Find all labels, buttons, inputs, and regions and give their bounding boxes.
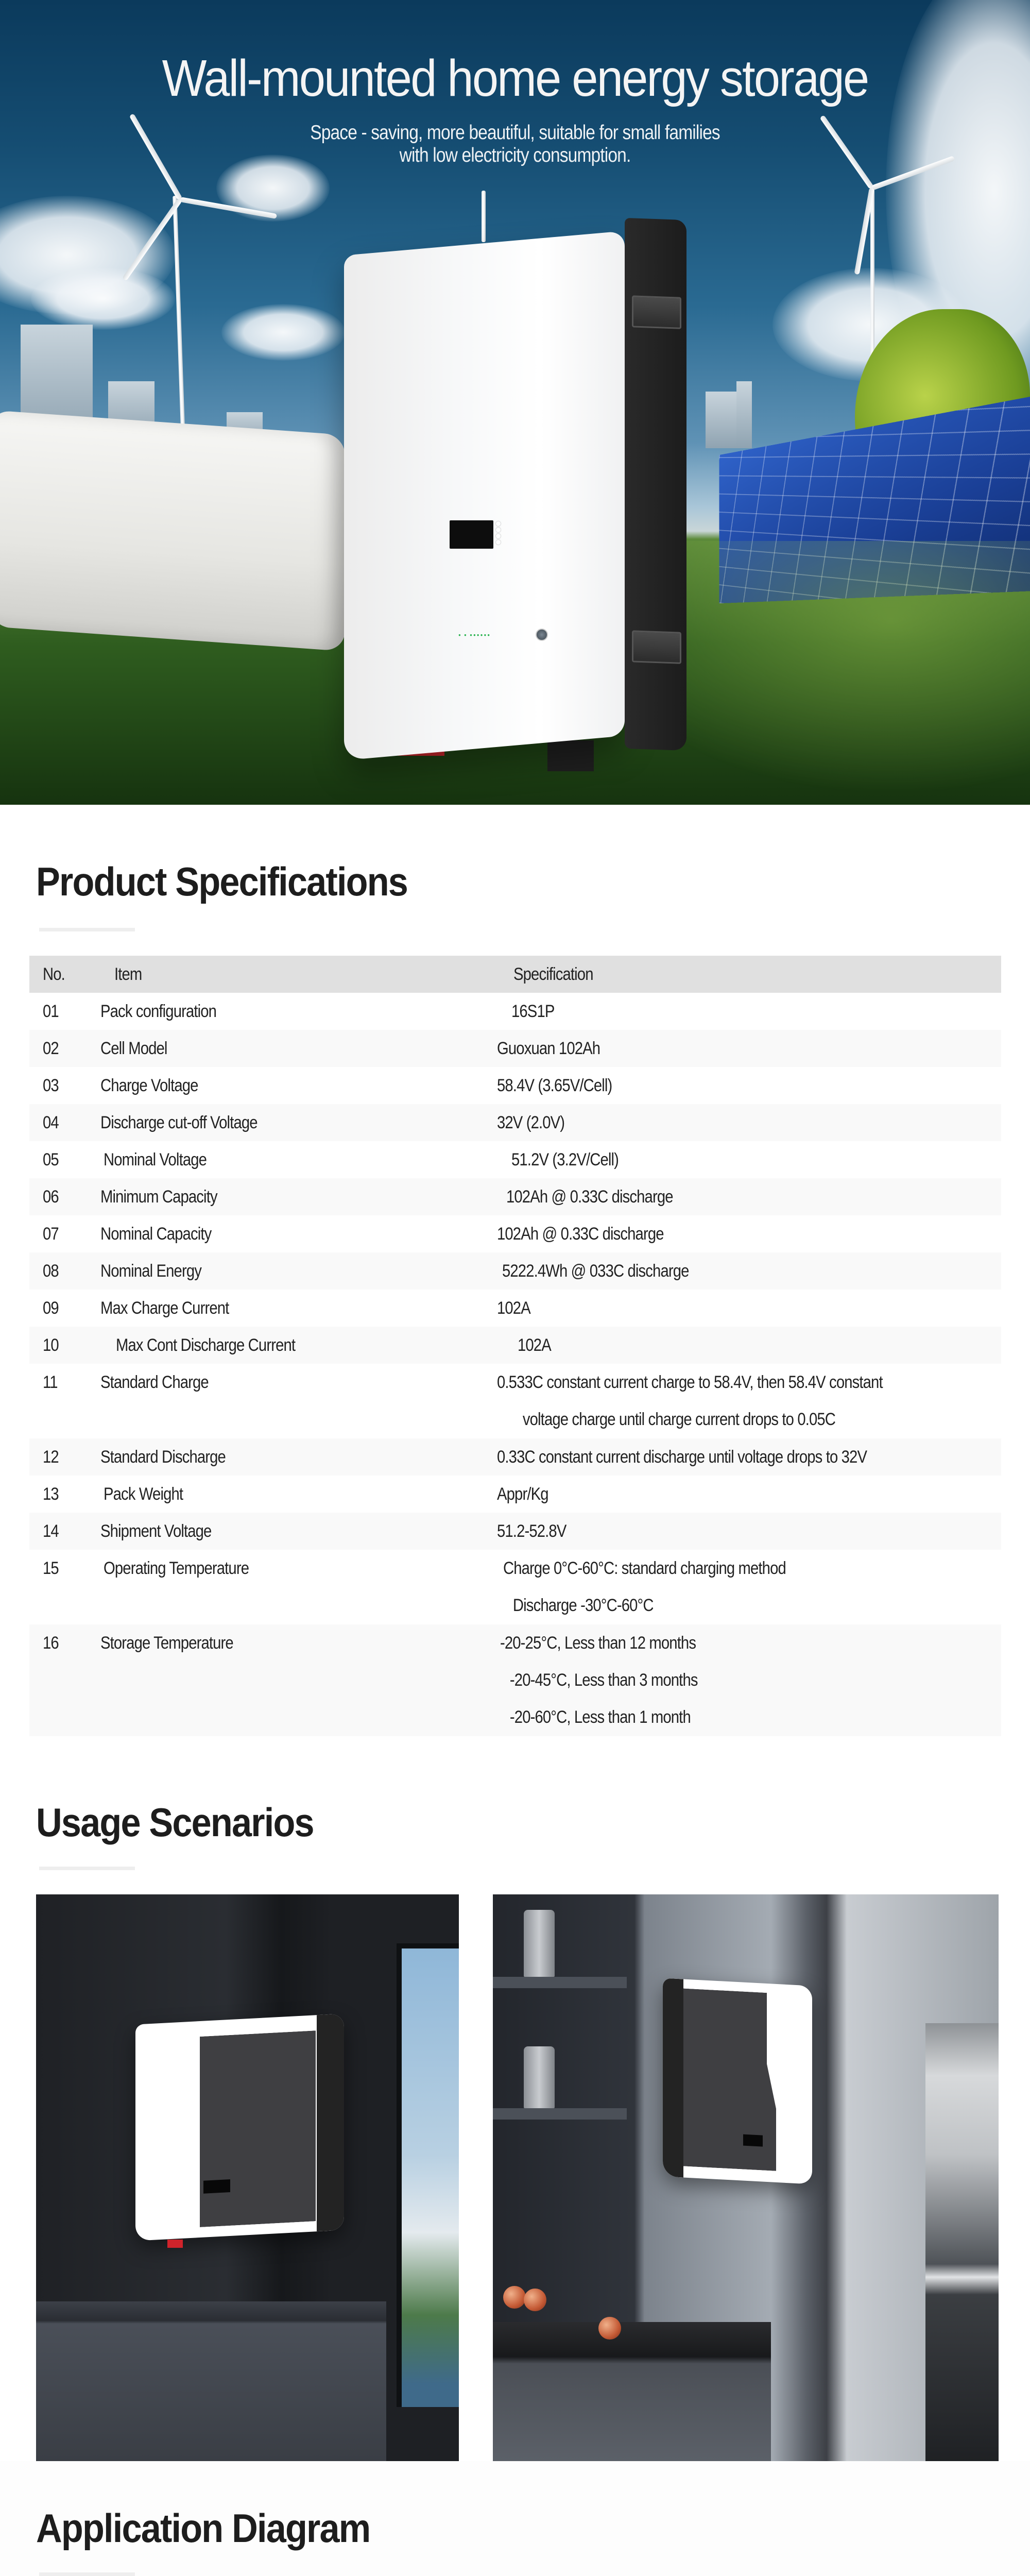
table-row <box>29 1513 1001 1550</box>
row-item: Nominal Energy <box>100 1261 201 1281</box>
row-number: 15 <box>43 1558 59 1578</box>
kitchen-counter <box>493 2322 771 2461</box>
section-divider <box>39 928 135 931</box>
header-specification: Specification <box>513 964 593 984</box>
row-number: 01 <box>43 1002 59 1021</box>
row-number: 05 <box>43 1150 59 1170</box>
lcd-display <box>450 520 493 549</box>
vase <box>524 2046 555 2108</box>
row-number: 08 <box>43 1261 59 1281</box>
cloud <box>31 268 175 330</box>
application-title: Application Diagram <box>36 2505 370 2551</box>
row-specification <box>502 1252 689 1290</box>
row-specification <box>497 1364 883 1438</box>
row-number: 04 <box>43 1113 59 1132</box>
specification-line: 102A <box>497 1298 530 1318</box>
row-specification <box>511 993 555 1030</box>
wall-battery <box>135 2013 344 2241</box>
usage-title: Usage Scenarios <box>36 1800 314 1845</box>
carry-handle <box>632 630 681 664</box>
row-item: Standard Discharge <box>100 1447 226 1467</box>
row-item: Max Charge Current <box>100 1298 229 1318</box>
table-row <box>29 1364 1001 1438</box>
row-item: Storage Temperature <box>100 1633 233 1653</box>
usage-image-winter-window <box>493 1894 999 2461</box>
row-item: Pack configuration <box>100 1002 217 1021</box>
specification-line: 51.2-52.8V <box>497 1521 566 1541</box>
table-header <box>29 956 1001 993</box>
row-item: Nominal Capacity <box>100 1224 212 1244</box>
row-specification <box>506 1178 673 1215</box>
row-number: 09 <box>43 1298 59 1318</box>
carry-handle <box>632 295 681 329</box>
vase <box>524 1910 555 1977</box>
battery-side-panel <box>625 218 686 751</box>
row-specification <box>500 1624 698 1736</box>
lcd-display <box>743 2134 763 2147</box>
row-specification <box>518 1327 551 1364</box>
control-buttons <box>496 521 501 546</box>
specification-line: 58.4V (3.65V/Cell) <box>497 1076 612 1095</box>
row-item: Shipment Voltage <box>100 1521 212 1541</box>
row-specification <box>497 1030 600 1067</box>
row-item: Pack Weight <box>104 1484 183 1504</box>
specification-line: 102Ah @ 0.33C discharge <box>506 1187 673 1207</box>
row-number: 06 <box>43 1187 59 1207</box>
specs-title: Product Specifications <box>36 859 408 904</box>
row-item: Minimum Capacity <box>100 1187 217 1207</box>
section-divider <box>39 2572 135 2576</box>
header-no: No. <box>43 964 65 984</box>
table-row <box>29 1104 1001 1141</box>
storage-container <box>0 410 345 651</box>
hero-banner <box>0 0 1030 805</box>
specification-line: 32V (2.0V) <box>497 1113 565 1132</box>
row-item: Charge Voltage <box>100 1076 198 1095</box>
cloud <box>221 304 345 361</box>
row-number: 02 <box>43 1039 59 1058</box>
fruit <box>524 2289 546 2311</box>
row-number: 11 <box>43 1372 58 1392</box>
row-item: Discharge cut-off Voltage <box>100 1113 258 1132</box>
row-number: 03 <box>43 1076 59 1095</box>
row-item: Max Cont Discharge Current <box>116 1335 296 1355</box>
usage-image-kitchen <box>36 1894 459 2461</box>
row-number: 16 <box>43 1633 59 1653</box>
table-row <box>29 1141 1001 1178</box>
table-row <box>29 1438 1001 1476</box>
row-item: Operating Temperature <box>104 1558 249 1578</box>
fruit <box>598 2317 621 2340</box>
row-item: Cell Model <box>100 1039 167 1058</box>
battery-side-edge <box>317 2013 344 2231</box>
row-specification <box>503 1550 786 1624</box>
hero-subtitle-line: with low electricity consumption. <box>399 144 631 166</box>
specification-line: -20-60°C, Less than 1 month <box>509 1707 691 1727</box>
row-specification <box>497 1438 867 1476</box>
row-specification <box>497 1476 548 1513</box>
row-item: Nominal Voltage <box>104 1150 207 1170</box>
shelf <box>493 1977 627 1988</box>
specification-line: 5222.4Wh @ 033C discharge <box>502 1261 689 1281</box>
shelf <box>493 2108 627 2120</box>
specification-line: Guoxuan 102Ah <box>497 1039 600 1058</box>
specification-line: Appr/Kg <box>497 1484 548 1504</box>
row-number: 14 <box>43 1521 59 1541</box>
positive-terminal <box>167 2240 183 2248</box>
hero-title: Wall-mounted home energy storage <box>162 49 868 107</box>
table-row <box>29 1030 1001 1067</box>
row-number: 07 <box>43 1224 59 1244</box>
table-row <box>29 1327 1001 1364</box>
row-number: 12 <box>43 1447 59 1467</box>
battery-side-edge <box>663 1978 683 2177</box>
table-row <box>29 1215 1001 1252</box>
row-item: Standard Charge <box>100 1372 209 1392</box>
table-row <box>29 1476 1001 1513</box>
specification-line: -20-25°C, Less than 12 months <box>500 1633 696 1653</box>
specification-line: 0.33C constant current discharge until voltage drops to 32V <box>497 1447 867 1467</box>
row-specification <box>497 1215 664 1252</box>
specification-line: Discharge -30°C-60°C <box>512 1596 654 1615</box>
window-city-view <box>397 1943 459 2407</box>
row-specification <box>497 1104 564 1141</box>
specification-line: 102A <box>518 1335 551 1355</box>
power-switch <box>536 629 548 641</box>
specification-line: 16S1P <box>511 1002 555 1021</box>
header-item: Item <box>114 964 142 984</box>
specification-line: 51.2V (3.2V/Cell) <box>511 1150 619 1170</box>
specification-line: 0.533C constant current charge to 58.4V, then 58.4V constant <box>497 1372 883 1392</box>
table-row <box>29 993 1001 1030</box>
kitchen-counter <box>36 2301 386 2461</box>
hero-subtitle <box>72 122 958 167</box>
table-row <box>29 1252 1001 1290</box>
city-building <box>736 381 752 448</box>
specification-line: 102Ah @ 0.33C discharge <box>497 1224 664 1244</box>
specification-line: Charge 0°C-60°C: standard charging method <box>503 1558 786 1578</box>
table-row <box>29 1290 1001 1327</box>
specification-line: -20-45°C, Less than 3 months <box>509 1670 698 1690</box>
row-specification <box>497 1290 530 1327</box>
battery-dark-panel <box>200 2030 316 2227</box>
row-specification <box>497 1067 612 1104</box>
table-row <box>29 1550 1001 1624</box>
battery-front-panel <box>344 231 625 760</box>
section-divider <box>39 1867 135 1870</box>
city-building <box>706 392 736 448</box>
row-number: 13 <box>43 1484 59 1504</box>
table-row <box>29 1178 1001 1215</box>
lcd-display <box>203 2179 230 2194</box>
snowy-forest-view <box>925 2023 999 2461</box>
spec-table <box>29 956 1001 1736</box>
table-row <box>29 1067 1001 1104</box>
row-specification <box>497 1513 566 1550</box>
row-specification <box>511 1141 619 1178</box>
row-number: 10 <box>43 1335 59 1355</box>
negative-terminal <box>547 740 594 771</box>
hero-subtitle-line: Space - saving, more beautiful, suitable for small families <box>310 122 720 144</box>
status-leds: ● ● ●●●●●● <box>458 633 491 637</box>
table-row <box>29 1624 1001 1736</box>
fruit <box>503 2286 526 2309</box>
wall-battery <box>663 1978 812 2184</box>
specification-line: voltage charge until charge current drops to 0.05C <box>522 1410 836 1429</box>
battery-product-image <box>344 212 689 758</box>
